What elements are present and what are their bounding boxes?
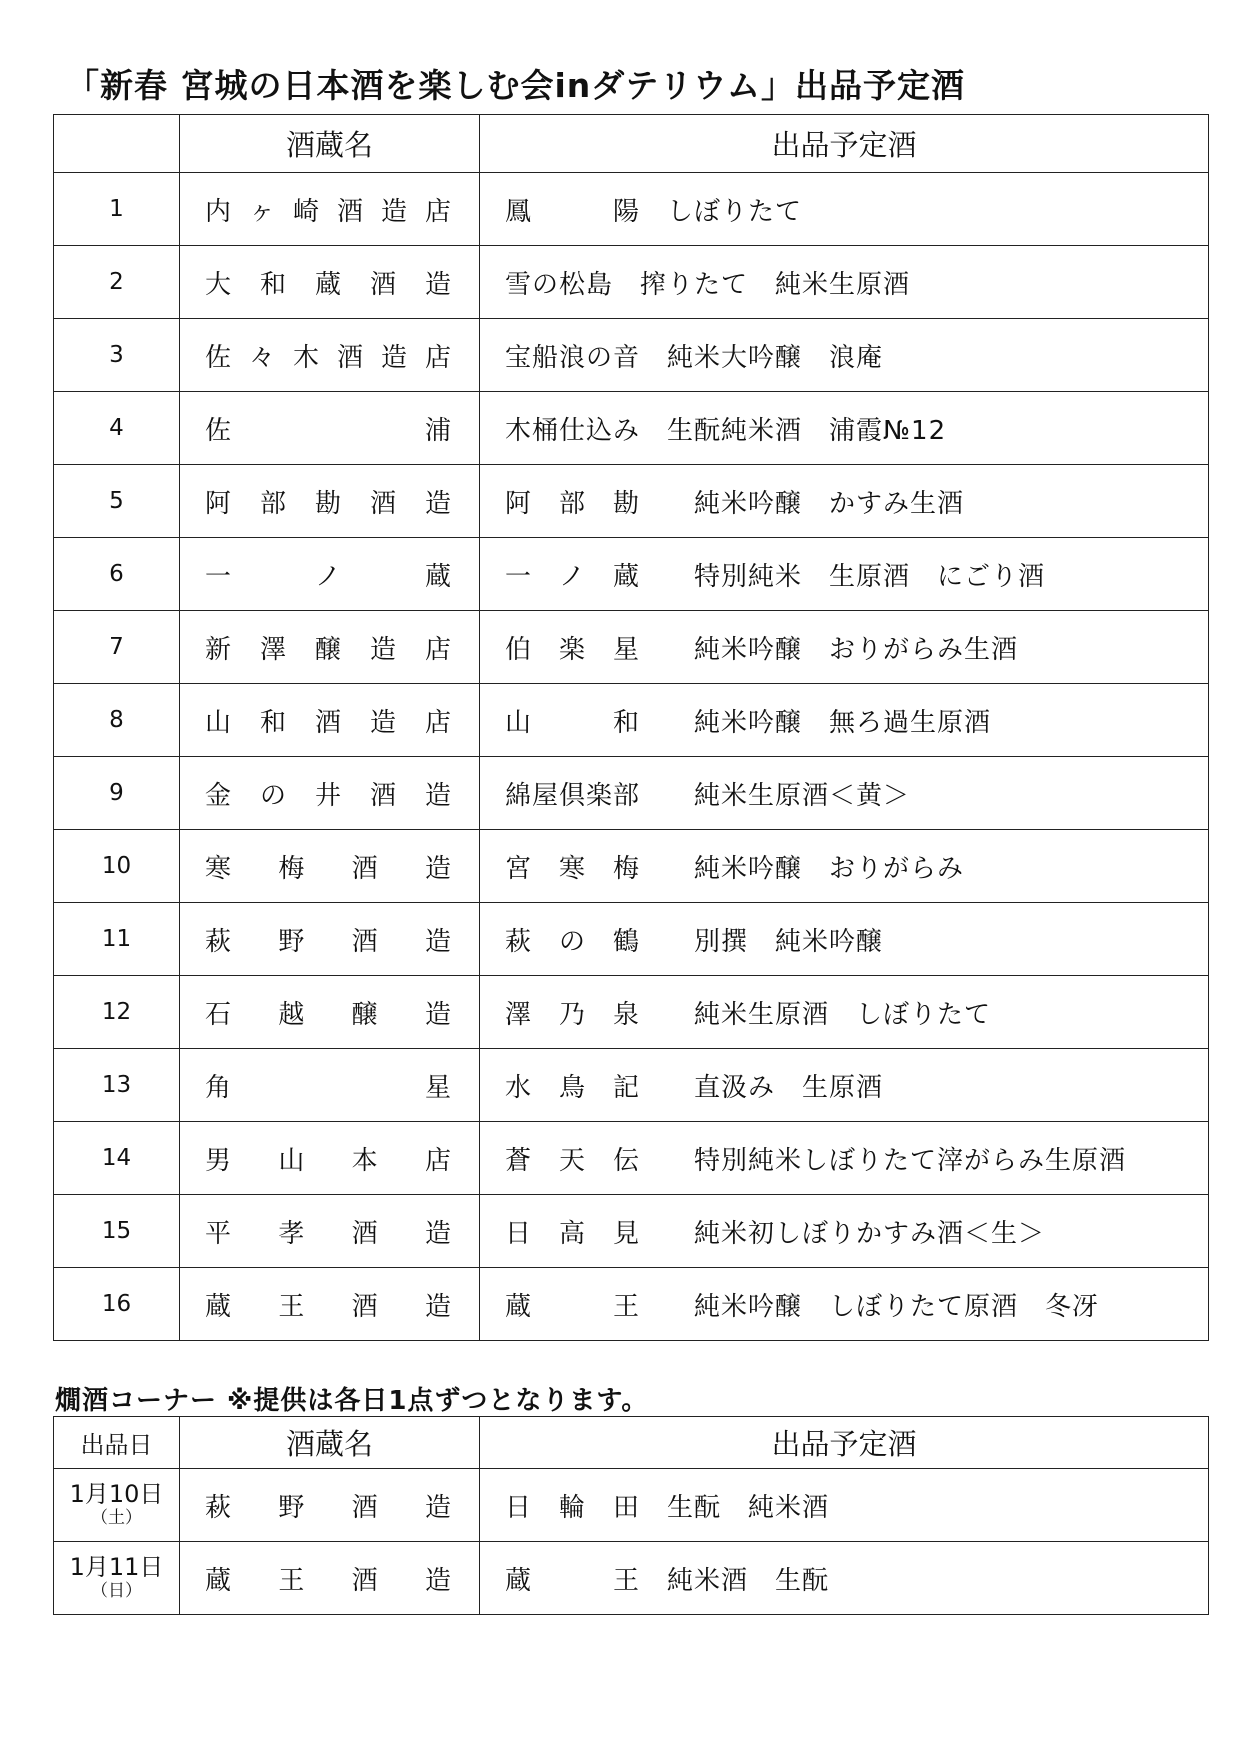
- row-number: 15: [54, 1195, 180, 1268]
- row-number: 13: [54, 1049, 180, 1122]
- brewery-name: 角星: [205, 1072, 451, 1103]
- row-number: 8: [54, 684, 180, 757]
- brewery-name: 内ヶ崎酒造店: [205, 196, 451, 227]
- sake-name: 雪の松島 搾りたて 純米生原酒: [505, 269, 911, 300]
- sake-cell: [480, 538, 1209, 611]
- brewery-cell: [180, 246, 480, 319]
- brewery-name: 一ノ蔵: [205, 561, 451, 592]
- brewery-cell: [180, 1195, 480, 1268]
- sake-cell: [480, 1542, 1209, 1615]
- header-date: 出品日: [54, 1417, 180, 1469]
- table-row: [54, 976, 1209, 1049]
- weekday-text: （日）: [91, 1581, 142, 1602]
- sake-cell: [480, 830, 1209, 903]
- brewery-cell: [180, 319, 480, 392]
- brewery-name: 大和蔵酒造: [205, 269, 451, 300]
- date-cell: [54, 1469, 180, 1542]
- sake-list-table: [53, 114, 1209, 1341]
- sake-cell: [480, 757, 1209, 830]
- date-text: 1月11日: [69, 1552, 164, 1581]
- brewery-cell: [180, 830, 480, 903]
- table-row: [54, 1542, 1209, 1615]
- table-header-row: [54, 1417, 1209, 1469]
- brewery-name: 阿部勘酒造: [205, 488, 451, 519]
- brewery-cell: [180, 1049, 480, 1122]
- sake-list-body: [54, 173, 1209, 1341]
- sake-cell: [480, 1122, 1209, 1195]
- sake-name: 水 鳥 記 直汲み 生原酒: [505, 1072, 884, 1103]
- brewery-name: 寒梅酒造: [205, 853, 451, 884]
- brewery-cell: [180, 1542, 480, 1615]
- brewery-name: 山和酒造店: [205, 707, 451, 738]
- row-number: 6: [54, 538, 180, 611]
- row-number: 3: [54, 319, 180, 392]
- sake-cell: [480, 173, 1209, 246]
- table-row: [54, 392, 1209, 465]
- sake-cell: [480, 1469, 1209, 1542]
- row-number: 11: [54, 903, 180, 976]
- sake-name: 鳳 陽 しぼりたて: [505, 196, 803, 227]
- row-number: 10: [54, 830, 180, 903]
- sake-name: 伯 楽 星 純米吟醸 おりがらみ生酒: [505, 634, 1019, 665]
- sake-name: 蒼 天 伝 特別純米しぼりたて滓がらみ生原酒: [505, 1145, 1127, 1176]
- sake-name: 日 高 見 純米初しぼりかすみ酒＜生＞: [505, 1218, 1046, 1249]
- sake-name: 山 和 純米吟醸 無ろ過生原酒: [505, 707, 992, 738]
- table-row: [54, 611, 1209, 684]
- sake-name: 阿 部 勘 純米吟醸 かすみ生酒: [505, 488, 965, 519]
- table-row: [54, 1268, 1209, 1341]
- brewery-cell: [180, 903, 480, 976]
- table-row: [54, 465, 1209, 538]
- row-number: 16: [54, 1268, 180, 1341]
- kan-sake-body: [54, 1469, 1209, 1615]
- sake-cell: [480, 465, 1209, 538]
- brewery-cell: [180, 538, 480, 611]
- brewery-cell: [180, 757, 480, 830]
- sake-name: 宮 寒 梅 純米吟醸 おりがらみ: [505, 853, 965, 884]
- table-row: [54, 319, 1209, 392]
- brewery-name: 佐々木酒造店: [205, 342, 451, 373]
- header-sake: 出品予定酒: [480, 115, 1209, 173]
- sake-cell: [480, 246, 1209, 319]
- table-row: [54, 1049, 1209, 1122]
- table-row: [54, 173, 1209, 246]
- sake-cell: [480, 976, 1209, 1049]
- table-row: [54, 246, 1209, 319]
- weekday-text: （土）: [91, 1508, 142, 1529]
- brewery-name: 萩野酒造: [205, 1492, 451, 1523]
- brewery-name: 金の井酒造: [205, 780, 451, 811]
- page-title: 「新春 宮城の日本酒を楽しむ会inダテリウム」出品予定酒: [66, 66, 965, 105]
- row-number: 2: [54, 246, 180, 319]
- sake-cell: [480, 611, 1209, 684]
- table-row: [54, 757, 1209, 830]
- brewery-name: 佐浦: [205, 415, 451, 446]
- table-row: [54, 1469, 1209, 1542]
- sake-name: 木桶仕込み 生酛純米酒 浦霞№12: [505, 415, 947, 446]
- kan-sake-table: [53, 1416, 1209, 1615]
- row-number: 1: [54, 173, 180, 246]
- table-row: [54, 1122, 1209, 1195]
- header-brewery: 酒蔵名: [180, 115, 480, 173]
- sake-cell: [480, 1195, 1209, 1268]
- header-number: [54, 115, 180, 173]
- brewery-cell: [180, 684, 480, 757]
- sake-cell: [480, 392, 1209, 465]
- sake-name: 澤 乃 泉 純米生原酒 しぼりたて: [505, 999, 992, 1030]
- brewery-name: 平孝酒造: [205, 1218, 451, 1249]
- table-header-row: [54, 115, 1209, 173]
- brewery-name: 蔵王酒造: [205, 1565, 451, 1596]
- row-number: 4: [54, 392, 180, 465]
- brewery-cell: [180, 1122, 480, 1195]
- sake-name: 宝船浪の音 純米大吟醸 浪庵: [505, 342, 884, 373]
- table-row: [54, 684, 1209, 757]
- sake-name: 綿屋倶楽部 純米生原酒＜黄＞: [505, 780, 911, 811]
- brewery-name: 蔵王酒造: [205, 1291, 451, 1322]
- brewery-cell: [180, 1469, 480, 1542]
- sake-name: 蔵 王 純米吟醸 しぼりたて原酒 冬冴: [505, 1291, 1100, 1322]
- kan-section-heading: 燗酒コーナー ※提供は各日1点ずつとなります。: [55, 1386, 649, 1416]
- brewery-cell: [180, 173, 480, 246]
- sake-name: 萩 の 鶴 別撰 純米吟醸: [505, 926, 884, 957]
- row-number: 5: [54, 465, 180, 538]
- sake-cell: [480, 1049, 1209, 1122]
- date-text: 1月10日: [69, 1479, 164, 1508]
- date-cell: [54, 1542, 180, 1615]
- table-row: [54, 830, 1209, 903]
- brewery-cell: [180, 465, 480, 538]
- row-number: 12: [54, 976, 180, 1049]
- brewery-cell: [180, 1268, 480, 1341]
- brewery-name: 石越醸造: [205, 999, 451, 1030]
- table-row: [54, 538, 1209, 611]
- sake-name: 一 ノ 蔵 特別純米 生原酒 にごり酒: [505, 561, 1046, 592]
- sake-cell: [480, 1268, 1209, 1341]
- brewery-cell: [180, 976, 480, 1049]
- brewery-name: 男山本店: [205, 1145, 451, 1176]
- header-brewery: 酒蔵名: [180, 1417, 480, 1469]
- brewery-cell: [180, 611, 480, 684]
- row-number: 14: [54, 1122, 180, 1195]
- sake-cell: [480, 903, 1209, 976]
- header-sake: 出品予定酒: [480, 1417, 1209, 1469]
- sake-cell: [480, 319, 1209, 392]
- sake-name: 蔵 王 純米酒 生酛: [505, 1565, 830, 1596]
- row-number: 9: [54, 757, 180, 830]
- table-row: [54, 903, 1209, 976]
- sake-cell: [480, 684, 1209, 757]
- sake-name: 日 輪 田 生酛 純米酒: [505, 1492, 830, 1523]
- row-number: 7: [54, 611, 180, 684]
- brewery-name: 新澤醸造店: [205, 634, 451, 665]
- brewery-name: 萩野酒造: [205, 926, 451, 957]
- table-row: [54, 1195, 1209, 1268]
- brewery-cell: [180, 392, 480, 465]
